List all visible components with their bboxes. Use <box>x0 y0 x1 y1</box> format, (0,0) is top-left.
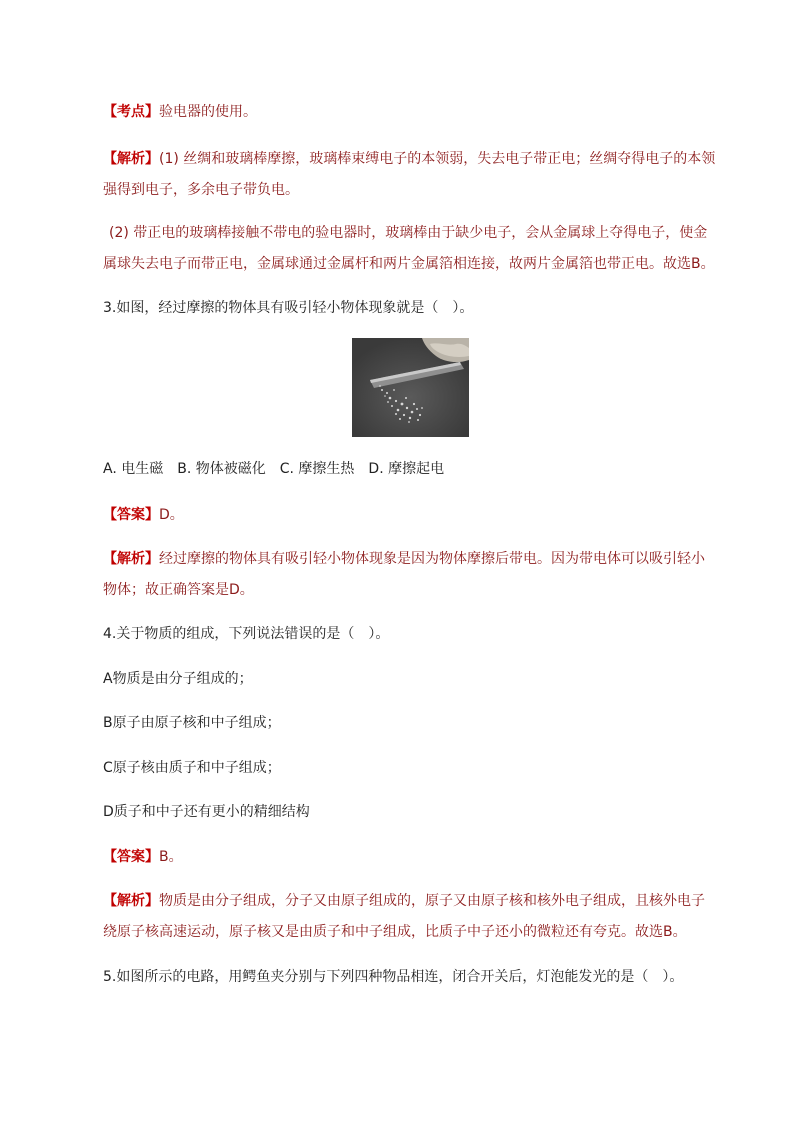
answer-tag: 【答案】 <box>103 507 159 523</box>
rubbed-rod-attracting-paper-photo <box>352 338 469 437</box>
analysis-tag: 【解析】 <box>103 893 159 909</box>
answer-tag: 【答案】 <box>103 849 159 865</box>
answer-value: D。 <box>159 507 184 523</box>
analysis-text: 经过摩擦的物体具有吸引轻小物体现象是因为物体摩擦后带电。因为带电体可以吸引轻小物体；故正确答案是D。 <box>103 551 705 598</box>
kaodian-paragraph <box>103 97 718 128</box>
kaodian-text: 验电器的使用。 <box>159 104 257 120</box>
question-3-analysis <box>103 544 718 606</box>
question-4-option-a: A物质是由分子组成的； <box>103 671 253 687</box>
question-5-stem: 5.如图所示的电路，用鳄鱼夹分别与下列四种物品相连，闭合开关后，灯泡能发光的是（ ）。 <box>103 969 684 985</box>
kaodian-tag: 【考点】 <box>103 104 159 120</box>
jiexi-paragraph-2 <box>103 218 718 280</box>
question-4-analysis <box>103 886 718 948</box>
question-3-stem: 3.如图，经过摩擦的物体具有吸引轻小物体现象就是（ ）。 <box>103 300 474 316</box>
jiexi-paragraph-1 <box>103 144 718 206</box>
question-3-options: A. 电生磁 B. 物体被磁化 C. 摩擦生热 D. 摩擦起电 <box>103 461 445 477</box>
question-4-option-b: B原子由原子核和中子组成； <box>103 715 281 731</box>
jiexi-text-1: (1) 丝绸和玻璃棒摩擦，玻璃棒束缚电子的本领弱，失去电子带正电；丝绸夺得电子的本领强得到电子，多余电子带负电。 <box>103 151 716 198</box>
answer-value: B。 <box>159 849 183 865</box>
question-4-option-d: D质子和中子还有更小的精细结构 <box>103 804 310 820</box>
question-4-option-c: C原子核由质子和中子组成； <box>103 760 281 776</box>
question-3-answer <box>103 500 718 531</box>
analysis-text: 物质是由分子组成，分子又由原子组成的，原子又由原子核和核外电子组成，且核外电子绕原子核高速运动，原子核又是由质子和中子组成，比质子中子还小的微粒还有夸克。故选B。 <box>103 893 705 940</box>
photo-illustration <box>352 338 469 437</box>
jiexi-tag: 【解析】 <box>103 151 159 167</box>
analysis-tag: 【解析】 <box>103 551 159 567</box>
question-4-answer <box>103 842 718 873</box>
jiexi-text-2: (2) 带正电的玻璃棒接触不带电的验电器时，玻璃棒由于缺少电子，会从金属球上夺得电子，使金属球失去电子而带正电，金属球通过金属杆和两片金属箔相连接，故两片金属箔也带正电。故选B。 <box>103 225 715 272</box>
question-4-stem: 4.关于物质的组成，下列说法错误的是（ ）。 <box>103 626 390 642</box>
